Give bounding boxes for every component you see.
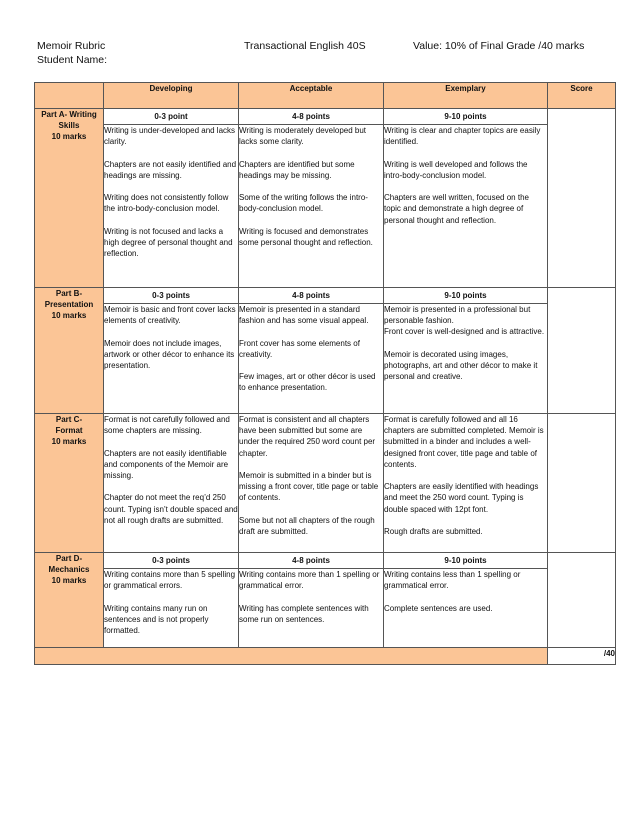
content-row-part-d: [35, 569, 616, 648]
total-score: /40: [548, 648, 616, 665]
category-marks: 10 marks: [51, 576, 87, 586]
student-name-label: Student Name:: [37, 54, 108, 66]
category-part-d: [35, 553, 104, 648]
content-row-part-a: [35, 125, 616, 288]
header-row: [35, 83, 616, 109]
developing-cell: [104, 304, 239, 414]
category-part-a: [35, 109, 104, 288]
criterion-text: Memoir is decorated using images, photographs, art and other décor to make it personal and creative.: [384, 349, 538, 382]
category-label-line: Skills: [58, 121, 80, 131]
criterion-text: Writing is focused and demonstrates some personal thought and reflection.: [239, 226, 373, 247]
category-label-line: Part B-: [55, 289, 83, 298]
column-header-exemplary: Exemplary: [384, 83, 548, 109]
exemplary-cell: [384, 304, 548, 414]
criterion-text: Few images, art or other décor is used to enhance presentation.: [239, 372, 376, 393]
category-label-line: Part A- Writing: [41, 110, 97, 119]
points-row-part-b: [35, 288, 616, 304]
criterion-text: Chapters are easily identified with headings and meet the 250 word count. Typing is double spaced with 12pt font.: [384, 482, 539, 514]
category-part-b: [35, 288, 104, 414]
category-part-c: [35, 414, 104, 553]
criterion-text: Chapter do not meet the req’d 250 count. Typing isn’t double spaced and not all rough drafts are submitted.: [104, 493, 238, 525]
criterion-text: Some but not all chapters of the rough draft are submitted.: [239, 515, 375, 536]
points-label: 0-3 point: [104, 109, 239, 125]
acceptable-cell: [239, 125, 384, 288]
points-label: 9-10 points: [384, 553, 548, 569]
acceptable-cell: [239, 569, 384, 648]
criterion-text: Format is consistent and all chapters have been submitted but some are under the required 250 word count per chapter.: [239, 415, 376, 458]
column-header-score: Score: [548, 83, 616, 109]
exemplary-cell: [384, 125, 548, 288]
category-label-line: Part D-: [55, 554, 83, 563]
category-label-line: Mechanics: [48, 565, 90, 575]
criterion-text: Writing is moderately developed but lacks some clarity.: [239, 126, 367, 147]
criterion-text: Writing is under-developed and lacks clarity.: [104, 126, 236, 147]
points-row-part-d: [35, 553, 616, 569]
rubric-title: Memoir Rubric: [37, 40, 106, 52]
content-row-part-b: [35, 304, 616, 414]
exemplary-cell: [384, 414, 548, 553]
points-label: 4-8 points: [239, 288, 384, 304]
exemplary-cell: [384, 569, 548, 648]
points-label: 9-10 points: [384, 288, 548, 304]
developing-cell: [104, 414, 239, 553]
points-label: 4-8 points: [239, 109, 384, 125]
criterion-text: Memoir is basic and front cover lacks elements of creativity.: [104, 305, 236, 326]
criterion-text: Writing does not consistently follow the intro-body-conclusion model.: [104, 193, 229, 214]
total-row-fill: [35, 648, 548, 665]
criterion-text: Chapters are well written, focused on the topic and demonstrate a high degree of personal thought and reflection.: [384, 193, 529, 225]
rubric-table: [34, 82, 616, 665]
points-row-part-a: [35, 109, 616, 125]
points-label: 4-8 points: [239, 553, 384, 569]
category-marks: 10 marks: [51, 132, 87, 142]
developing-cell: [104, 569, 239, 648]
total-row: [35, 648, 616, 665]
criterion-text: Memoir is presented in a professional but personable fashion. Front cover is well-designed and is attractive.: [384, 305, 545, 337]
content-row-part-c: [35, 414, 616, 553]
criterion-text: Rough drafts are submitted.: [384, 527, 483, 536]
column-header-developing: Developing: [104, 83, 239, 109]
points-label: 0-3 points: [104, 288, 239, 304]
criterion-text: Chapters are identified but some headings may be missing.: [239, 159, 355, 180]
criterion-text: Writing contains less than 1 spelling or grammatical error.: [384, 570, 521, 591]
criterion-text: Writing contains more than 5 spelling or grammatical errors.: [104, 570, 236, 591]
criterion-text: Format is not carefully followed and some chapters are missing.: [104, 415, 230, 436]
criterion-text: Some of the writing follows the intro-body-conclusion model.: [239, 193, 368, 214]
criterion-text: Complete sentences are used.: [384, 603, 493, 613]
criterion-text: Chapters are not easily identifiable and components of the Memoir are missing.: [104, 448, 229, 480]
criterion-text: Front cover has some elements of creativity.: [239, 338, 360, 359]
course-name: Transactional English 40S: [244, 40, 366, 52]
acceptable-cell: [239, 414, 384, 553]
score-cell-part-d[interactable]: [548, 553, 616, 648]
points-label: 0-3 points: [104, 553, 239, 569]
criterion-text: Writing is clear and chapter topics are easily identified.: [384, 126, 541, 147]
category-label-line: Format: [55, 426, 83, 436]
acceptable-cell: [239, 304, 384, 414]
criterion-text: Chapters are not easily identified and headings are missing.: [104, 159, 237, 180]
criterion-text: Writing is well developed and follows the intro-body-conclusion model.: [384, 159, 528, 180]
category-marks: 10 marks: [51, 437, 87, 447]
score-cell-part-a[interactable]: [548, 109, 616, 288]
category-label-line: Presentation: [44, 300, 94, 310]
criterion-text: Memoir is presented in a standard fashion and has some visual appeal.: [239, 305, 369, 326]
criterion-text: Memoir does not include images, artwork or other décor to enhance its presentation.: [104, 338, 235, 370]
developing-cell: [104, 125, 239, 288]
header-blank-cell: [35, 83, 104, 109]
criterion-text: Writing contains many run on sentences and is not properly formatted.: [104, 603, 209, 635]
criterion-text: Writing contains more than 1 spelling or grammatical error.: [239, 570, 380, 591]
criterion-text: Format is carefully followed and all 16 chapters are submitted completed. Memoir is submitted in a binder and includes a well-designed front cover, title page and table of contents.: [384, 415, 544, 469]
column-header-acceptable: Acceptable: [239, 83, 384, 109]
score-cell-part-c[interactable]: [548, 414, 616, 553]
criterion-text: Memoir is submitted in a binder but is missing a front cover, title page or table of contents.: [239, 471, 379, 503]
criterion-text: Writing has complete sentences with some run on sentences.: [239, 603, 369, 624]
score-cell-part-b[interactable]: [548, 288, 616, 414]
criterion-text: Writing is not focused and lacks a high degree of personal thought and reflection.: [104, 226, 233, 259]
points-label: 9-10 points: [384, 109, 548, 125]
category-marks: 10 marks: [51, 311, 87, 321]
grade-value: Value: 10% of Final Grade /40 marks: [413, 40, 585, 52]
category-label-line: Part C-: [55, 415, 83, 424]
